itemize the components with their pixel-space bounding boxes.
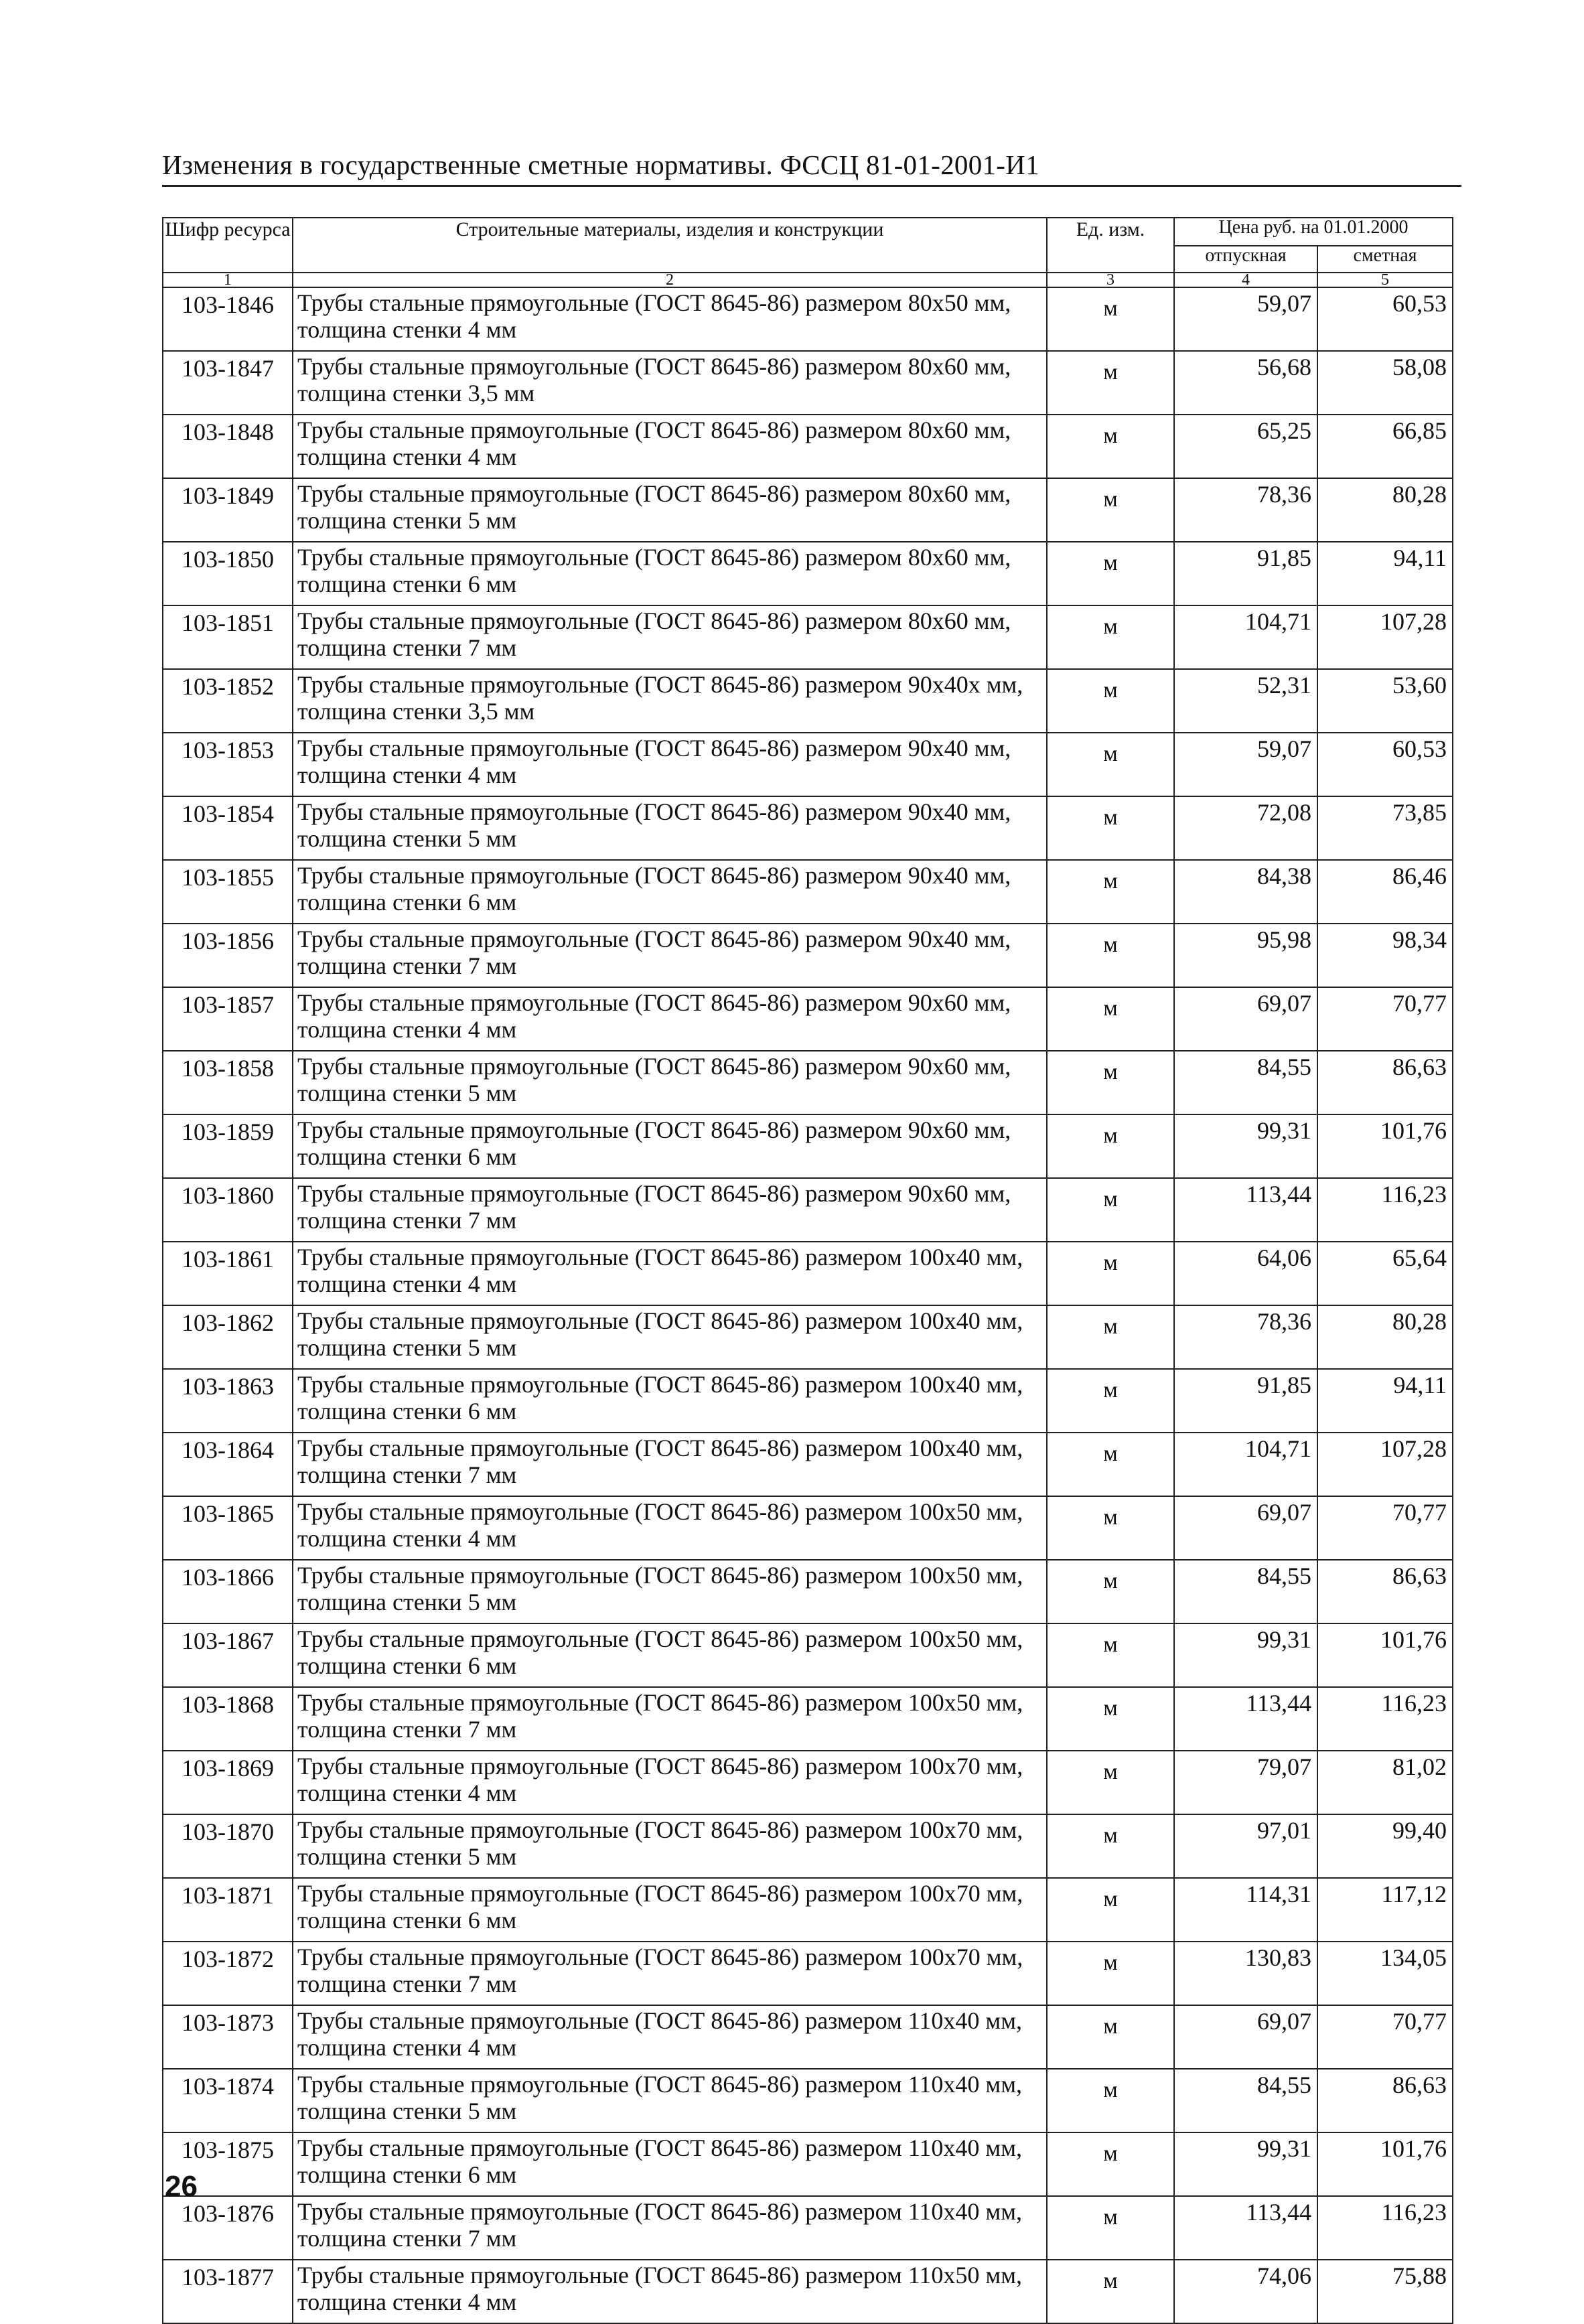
material-name: Трубы стальные прямоугольные (ГОСТ 8645-86) размером 80х50 мм, толщина стенки 4 мм	[293, 287, 1047, 351]
resource-code: 103-1850	[163, 542, 293, 605]
release-price: 64,06	[1174, 1242, 1317, 1305]
table-row	[163, 1051, 1453, 1114]
material-name: Трубы стальные прямоугольные (ГОСТ 8645-86) размером 90х60 мм, толщина стенки 6 мм	[293, 1114, 1047, 1178]
unit-cell: м	[1047, 542, 1174, 605]
table-row	[163, 1942, 1453, 2005]
material-name: Трубы стальные прямоугольные (ГОСТ 8645-86) размером 80х60 мм, толщина стенки 3,5 мм	[293, 351, 1047, 415]
unit-cell: м	[1047, 1942, 1174, 2005]
release-price: 59,07	[1174, 733, 1317, 796]
release-price: 72,08	[1174, 796, 1317, 860]
release-price: 130,83	[1174, 1942, 1317, 2005]
release-price: 59,07	[1174, 287, 1317, 351]
resource-code: 103-1851	[163, 605, 293, 669]
table-row	[163, 1369, 1453, 1433]
unit-cell: м	[1047, 1178, 1174, 1242]
resource-code: 103-1865	[163, 1496, 293, 1560]
table-row	[163, 542, 1453, 605]
unit-cell: м	[1047, 1242, 1174, 1305]
release-price: 104,71	[1174, 1433, 1317, 1496]
unit-cell: м	[1047, 1687, 1174, 1751]
estimate-price: 86,63	[1317, 1051, 1453, 1114]
material-name: Трубы стальные прямоугольные (ГОСТ 8645-86) размером 100х50 мм, толщина стенки 5 мм	[293, 1560, 1047, 1623]
resource-code: 103-1862	[163, 1305, 293, 1369]
unit-cell: м	[1047, 2132, 1174, 2196]
release-price: 99,31	[1174, 1623, 1317, 1687]
estimate-price: 116,23	[1317, 1687, 1453, 1751]
unit-cell: м	[1047, 2069, 1174, 2132]
resource-code: 103-1877	[163, 2260, 293, 2323]
table-row	[163, 1623, 1453, 1687]
release-price: 113,44	[1174, 2196, 1317, 2260]
table-row	[163, 1560, 1453, 1623]
material-name: Трубы стальные прямоугольные (ГОСТ 8645-86) размером 100х50 мм, толщина стенки 6 мм	[293, 1623, 1047, 1687]
release-price: 74,06	[1174, 2260, 1317, 2323]
table-row	[163, 287, 1453, 351]
release-price: 79,07	[1174, 1751, 1317, 1814]
unit-cell: м	[1047, 669, 1174, 733]
estimate-price: 73,85	[1317, 796, 1453, 860]
unit-cell: м	[1047, 987, 1174, 1051]
table-row	[163, 860, 1453, 924]
estimate-price: 81,02	[1317, 1751, 1453, 1814]
release-price: 52,31	[1174, 669, 1317, 733]
resource-code: 103-1871	[163, 1878, 293, 1942]
table-row	[163, 796, 1453, 860]
header-release-price: отпускная	[1174, 246, 1317, 273]
page-header	[162, 149, 1461, 181]
resource-code: 103-1876	[163, 2196, 293, 2260]
column-number: 3	[1047, 273, 1174, 287]
table-row	[163, 733, 1453, 796]
material-name: Трубы стальные прямоугольные (ГОСТ 8645-86) размером 100х40 мм, толщина стенки 7 мм	[293, 1433, 1047, 1496]
unit-cell: м	[1047, 2005, 1174, 2069]
material-name: Трубы стальные прямоугольные (ГОСТ 8645-86) размером 100х70 мм, толщина стенки 4 мм	[293, 1751, 1047, 1814]
table-row	[163, 1878, 1453, 1942]
release-price: 99,31	[1174, 2132, 1317, 2196]
resource-code: 103-1858	[163, 1051, 293, 1114]
release-price: 104,71	[1174, 605, 1317, 669]
resource-code: 103-1852	[163, 669, 293, 733]
unit-cell: м	[1047, 605, 1174, 669]
unit-cell: м	[1047, 1878, 1174, 1942]
resource-code: 103-1868	[163, 1687, 293, 1751]
column-number: 5	[1317, 273, 1453, 287]
material-name: Трубы стальные прямоугольные (ГОСТ 8645-86) размером 80х60 мм, толщина стенки 4 мм	[293, 415, 1047, 478]
estimate-price: 70,77	[1317, 2005, 1453, 2069]
unit-cell: м	[1047, 1496, 1174, 1560]
material-name: Трубы стальные прямоугольные (ГОСТ 8645-86) размером 90х60 мм, толщина стенки 4 мм	[293, 987, 1047, 1051]
material-name: Трубы стальные прямоугольные (ГОСТ 8645-86) размером 110х40 мм, толщина стенки 7 мм	[293, 2196, 1047, 2260]
table-row	[163, 1242, 1453, 1305]
unit-cell: м	[1047, 1814, 1174, 1878]
resource-code: 103-1869	[163, 1751, 293, 1814]
material-name: Трубы стальные прямоугольные (ГОСТ 8645-86) размером 90х40 мм, толщина стенки 4 мм	[293, 733, 1047, 796]
resource-code: 103-1860	[163, 1178, 293, 1242]
table-row	[163, 1114, 1453, 1178]
material-name: Трубы стальные прямоугольные (ГОСТ 8645-86) размером 100х50 мм, толщина стенки 7 мм	[293, 1687, 1047, 1751]
estimate-price: 60,53	[1317, 287, 1453, 351]
resource-code: 103-1854	[163, 796, 293, 860]
resource-code: 103-1866	[163, 1560, 293, 1623]
material-name: Трубы стальные прямоугольные (ГОСТ 8645-86) размером 90х60 мм, толщина стенки 5 мм	[293, 1051, 1047, 1114]
unit-cell: м	[1047, 1623, 1174, 1687]
material-name: Трубы стальные прямоугольные (ГОСТ 8645-86) размером 80х60 мм, толщина стенки 5 мм	[293, 478, 1047, 542]
unit-cell: м	[1047, 860, 1174, 924]
table-row	[163, 1305, 1453, 1369]
estimate-price: 94,11	[1317, 1369, 1453, 1433]
resource-code: 103-1861	[163, 1242, 293, 1305]
release-price: 91,85	[1174, 1369, 1317, 1433]
material-name: Трубы стальные прямоугольные (ГОСТ 8645-86) размером 110х50 мм, толщина стенки 4 мм	[293, 2260, 1047, 2323]
unit-cell: м	[1047, 287, 1174, 351]
unit-cell: м	[1047, 2196, 1174, 2260]
material-name: Трубы стальные прямоугольные (ГОСТ 8645-86) размером 90х40х мм, толщина стенки 3,5 мм	[293, 669, 1047, 733]
table-row	[163, 1814, 1453, 1878]
estimate-price: 80,28	[1317, 478, 1453, 542]
estimate-price: 70,77	[1317, 1496, 1453, 1560]
resource-code: 103-1859	[163, 1114, 293, 1178]
release-price: 114,31	[1174, 1878, 1317, 1942]
table-header-row	[163, 218, 1453, 246]
unit-cell: м	[1047, 1560, 1174, 1623]
resource-code: 103-1848	[163, 415, 293, 478]
estimate-price: 86,63	[1317, 1560, 1453, 1623]
material-name: Трубы стальные прямоугольные (ГОСТ 8645-86) размером 100х70 мм, толщина стенки 5 мм	[293, 1814, 1047, 1878]
unit-cell: м	[1047, 1305, 1174, 1369]
document-title: Изменения в государственные сметные нормативы. ФССЦ 81-01-2001-И1	[162, 149, 1039, 180]
estimate-price: 66,85	[1317, 415, 1453, 478]
release-price: 84,55	[1174, 1051, 1317, 1114]
table-row	[163, 2005, 1453, 2069]
estimate-price: 99,40	[1317, 1814, 1453, 1878]
estimate-price: 107,28	[1317, 605, 1453, 669]
release-price: 113,44	[1174, 1687, 1317, 1751]
material-name: Трубы стальные прямоугольные (ГОСТ 8645-86) размером 110х40 мм, толщина стенки 5 мм	[293, 2069, 1047, 2132]
estimate-price: 94,11	[1317, 542, 1453, 605]
table-row	[163, 415, 1453, 478]
release-price: 91,85	[1174, 542, 1317, 605]
material-name: Трубы стальные прямоугольные (ГОСТ 8645-86) размером 90х40 мм, толщина стенки 5 мм	[293, 796, 1047, 860]
table-row	[163, 2260, 1453, 2323]
table-row	[163, 1433, 1453, 1496]
header-price-group: Цена руб. на 01.01.2000	[1174, 218, 1453, 246]
material-name: Трубы стальные прямоугольные (ГОСТ 8645-86) размером 100х40 мм, толщина стенки 4 мм	[293, 1242, 1047, 1305]
unit-cell: м	[1047, 1051, 1174, 1114]
material-name: Трубы стальные прямоугольные (ГОСТ 8645-86) размером 100х40 мм, толщина стенки 6 мм	[293, 1369, 1047, 1433]
material-name: Трубы стальные прямоугольные (ГОСТ 8645-86) размером 100х50 мм, толщина стенки 4 мм	[293, 1496, 1047, 1560]
resource-code: 103-1875	[163, 2132, 293, 2196]
release-price: 97,01	[1174, 1814, 1317, 1878]
table-row	[163, 478, 1453, 542]
unit-cell: м	[1047, 478, 1174, 542]
header-name: Строительные материалы, изделия и конструкции	[293, 218, 1047, 273]
table-row	[163, 2196, 1453, 2260]
material-name: Трубы стальные прямоугольные (ГОСТ 8645-86) размером 110х40 мм, толщина стенки 4 мм	[293, 2005, 1047, 2069]
resource-code: 103-1846	[163, 287, 293, 351]
material-name: Трубы стальные прямоугольные (ГОСТ 8645-86) размером 90х40 мм, толщина стенки 7 мм	[293, 924, 1047, 987]
resource-code: 103-1870	[163, 1814, 293, 1878]
unit-cell: м	[1047, 1114, 1174, 1178]
release-price: 69,07	[1174, 1496, 1317, 1560]
unit-cell: м	[1047, 1751, 1174, 1814]
material-name: Трубы стальные прямоугольные (ГОСТ 8645-86) размером 100х40 мм, толщина стенки 5 мм	[293, 1305, 1047, 1369]
resource-code: 103-1849	[163, 478, 293, 542]
material-name: Трубы стальные прямоугольные (ГОСТ 8645-86) размером 100х70 мм, толщина стенки 7 мм	[293, 1942, 1047, 2005]
estimate-price: 117,12	[1317, 1878, 1453, 1942]
table-row	[163, 1178, 1453, 1242]
estimate-price: 101,76	[1317, 1623, 1453, 1687]
table-body	[163, 287, 1453, 2323]
release-price: 113,44	[1174, 1178, 1317, 1242]
material-name: Трубы стальные прямоугольные (ГОСТ 8645-86) размером 80х60 мм, толщина стенки 7 мм	[293, 605, 1047, 669]
release-price: 69,07	[1174, 2005, 1317, 2069]
estimate-price: 58,08	[1317, 351, 1453, 415]
release-price: 56,68	[1174, 351, 1317, 415]
header-unit: Ед. изм.	[1047, 218, 1174, 273]
resource-code: 103-1855	[163, 860, 293, 924]
estimate-price: 101,76	[1317, 1114, 1453, 1178]
release-price: 65,25	[1174, 415, 1317, 478]
table-row	[163, 1496, 1453, 1560]
price-table	[162, 217, 1453, 2324]
header-divider	[162, 185, 1461, 187]
column-number: 2	[293, 273, 1047, 287]
resource-code: 103-1863	[163, 1369, 293, 1433]
material-name: Трубы стальные прямоугольные (ГОСТ 8645-86) размером 90х60 мм, толщина стенки 7 мм	[293, 1178, 1047, 1242]
resource-code: 103-1847	[163, 351, 293, 415]
unit-cell: м	[1047, 1369, 1174, 1433]
estimate-price: 116,23	[1317, 2196, 1453, 2260]
table-row	[163, 605, 1453, 669]
estimate-price: 60,53	[1317, 733, 1453, 796]
unit-cell: м	[1047, 2260, 1174, 2323]
estimate-price: 86,46	[1317, 860, 1453, 924]
table-row	[163, 2132, 1453, 2196]
unit-cell: м	[1047, 733, 1174, 796]
resource-code: 103-1874	[163, 2069, 293, 2132]
material-name: Трубы стальные прямоугольные (ГОСТ 8645-86) размером 90х40 мм, толщина стенки 6 мм	[293, 860, 1047, 924]
resource-code: 103-1872	[163, 1942, 293, 2005]
estimate-price: 80,28	[1317, 1305, 1453, 1369]
release-price: 84,38	[1174, 860, 1317, 924]
resource-code: 103-1873	[163, 2005, 293, 2069]
resource-code: 103-1867	[163, 1623, 293, 1687]
unit-cell: м	[1047, 1433, 1174, 1496]
resource-code: 103-1853	[163, 733, 293, 796]
material-name: Трубы стальные прямоугольные (ГОСТ 8645-86) размером 80х60 мм, толщина стенки 6 мм	[293, 542, 1047, 605]
estimate-price: 98,34	[1317, 924, 1453, 987]
resource-code: 103-1857	[163, 987, 293, 1051]
release-price: 84,55	[1174, 2069, 1317, 2132]
table-row	[163, 924, 1453, 987]
material-name: Трубы стальные прямоугольные (ГОСТ 8645-86) размером 100х70 мм, толщина стенки 6 мм	[293, 1878, 1047, 1942]
estimate-price: 75,88	[1317, 2260, 1453, 2323]
table-row	[163, 987, 1453, 1051]
estimate-price: 107,28	[1317, 1433, 1453, 1496]
release-price: 69,07	[1174, 987, 1317, 1051]
estimate-price: 116,23	[1317, 1178, 1453, 1242]
estimate-price: 65,64	[1317, 1242, 1453, 1305]
release-price: 84,55	[1174, 1560, 1317, 1623]
estimate-price: 70,77	[1317, 987, 1453, 1051]
column-number: 4	[1174, 273, 1317, 287]
release-price: 78,36	[1174, 478, 1317, 542]
unit-cell: м	[1047, 351, 1174, 415]
header-estimate-price: сметная	[1317, 246, 1453, 273]
estimate-price: 53,60	[1317, 669, 1453, 733]
table-row	[163, 351, 1453, 415]
release-price: 99,31	[1174, 1114, 1317, 1178]
table-row	[163, 1687, 1453, 1751]
table-row	[163, 2069, 1453, 2132]
estimate-price: 101,76	[1317, 2132, 1453, 2196]
release-price: 78,36	[1174, 1305, 1317, 1369]
release-price: 95,98	[1174, 924, 1317, 987]
page-number: 26	[165, 2170, 198, 2203]
unit-cell: м	[1047, 924, 1174, 987]
estimate-price: 134,05	[1317, 1942, 1453, 2005]
unit-cell: м	[1047, 796, 1174, 860]
estimate-price: 86,63	[1317, 2069, 1453, 2132]
column-number: 1	[163, 273, 293, 287]
table-row	[163, 669, 1453, 733]
resource-code: 103-1864	[163, 1433, 293, 1496]
column-number-row	[163, 273, 1453, 287]
header-code: Шифр ресурса	[163, 218, 293, 273]
material-name: Трубы стальные прямоугольные (ГОСТ 8645-86) размером 110х40 мм, толщина стенки 6 мм	[293, 2132, 1047, 2196]
unit-cell: м	[1047, 415, 1174, 478]
table-row	[163, 1751, 1453, 1814]
resource-code: 103-1856	[163, 924, 293, 987]
